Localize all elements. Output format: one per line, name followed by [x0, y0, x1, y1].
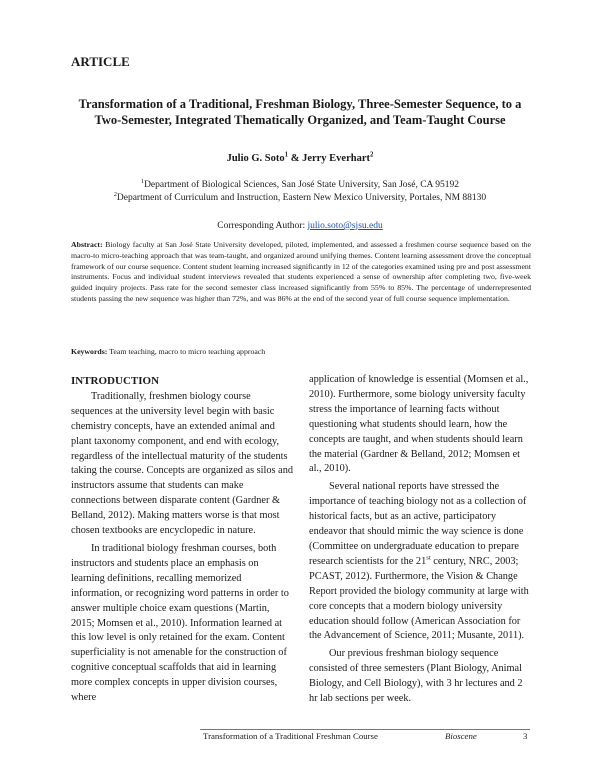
body-paragraph: application of knowledge is essential (Momsen et al., 2010). Furthermore, some biology university faculty stress the importance of learning facts without questioning what students should learn, how the concepts are taught, and when students should learn the material (Gardner & Belland, 2012; Momsen et al., 2010). — [309, 374, 529, 475]
author-affil-mark: 2 — [370, 151, 374, 159]
paragraph-text: century, NRC, 2003; PCAST, 2012). Furthermore, the Vision & Change Report provided the biology community at large with core concepts that a modern biology university education should follow (American Association for the Advancement of Science, 2011; Musante, 2011). — [309, 555, 529, 642]
body-paragraph — [309, 480, 531, 644]
affiliation-text: Department of Curriculum and Instruction, Eastern New Mexico University, Portales, NM 88130 — [116, 193, 487, 203]
keywords-label: Keywords: — [71, 347, 108, 356]
abstract-text: Biology faculty at San José State University developed, piloted, implemented, and assessed a freshmen course sequence based on the macro-to micro-teaching approach that was team-taught, and organized around unifying themes. Content learning assessment drove the conceptual framework of our course sequence. Content student learning increased significantly in 12 of the categories examined using pre and post assessment instruments. Focus and individual student interviews revealed that students experienced a sense of ownership after completing two, five-week guided inquiry projects. Pass rate for the second semester class increased significantly from 55% to 85%. The percentage of underrepresented students passing the new sequence was higher than 72%, and was 86% at the end of the second year of full course sequence implementation. — [71, 240, 531, 303]
article-type-label: ARTICLE — [71, 54, 130, 69]
page-number: 3 — [523, 731, 528, 741]
footer-divider — [200, 729, 530, 730]
affiliation-1 — [0, 180, 600, 190]
left-column — [71, 374, 293, 706]
section-heading: INTRODUCTION — [71, 375, 160, 387]
superscript-text: st — [426, 554, 431, 562]
affiliation-2 — [0, 193, 600, 203]
right-column — [309, 373, 531, 707]
abstract-label: Abstract: — [71, 240, 103, 249]
author-name: Julio G. Soto — [226, 153, 285, 164]
affiliation-mark: 2 — [113, 191, 117, 198]
body-paragraph: In traditional biology freshman courses, both instructors and students place an emphasis on learning definitions, recalling memorized information, or recognizing word patterns in order to answer multiple choice exam questions (Martin, 2015; Momsen et al., 2010). Information learned at this low level is only retained for the exam. Content superficiality is not amenable for the construction of cognitive conceptual scaffolds that aid in learning more complex concepts in upper division courses, where — [71, 542, 289, 704]
keywords — [71, 347, 531, 356]
running-title: Transformation of a Traditional Freshman Course — [203, 731, 378, 741]
author-line — [0, 153, 600, 164]
corresponding-author — [0, 221, 600, 231]
keywords-text: Team teaching, macro to micro teaching approach — [107, 347, 266, 356]
affiliation-text: Department of Biological Sciences, San José State University, San José, CA 95192 — [144, 180, 460, 190]
author-email-link[interactable]: julio.soto@sjsu.edu — [307, 221, 383, 231]
corresponding-label: Corresponding Author: — [217, 221, 308, 231]
author-affil-mark: 1 — [284, 151, 289, 159]
body-paragraph: Our previous freshman biology sequence consisted of three semesters (Plant Biology, Animal Biology, and Cell Biology), with 3 hr lectures and 2 hr lab sections per week. — [309, 648, 523, 705]
page-footer — [0, 731, 600, 745]
affiliation-mark: 1 — [140, 178, 145, 185]
author-name: Jerry Everhart — [302, 153, 370, 164]
paragraph-text: Several national reports have stressed the importance of teaching biology not as a collection of historical facts, but as an active, participatory endeavor that should mimic the way science is done (Committee on undergraduate education to prepare research scientists for the 21 — [309, 481, 527, 567]
abstract — [71, 240, 531, 305]
journal-name: Bioscene — [445, 731, 477, 741]
author-separator: & — [288, 153, 303, 164]
body-paragraph: Traditionally, freshmen biology course sequences at the university level begin with basic chemistry concepts, have an extended animal and plant taxonomy component, and end with ecology, regardless of the intellectual maturity of the students taking the course. Concepts are organized as silos and instructors assume that students can make connections between disparate content (Gardner & Belland, 2012). Making matters worse is that most chosen textbooks are encyclopedic in nature. — [71, 390, 293, 537]
paper-title: Transformation of a Traditional, Freshman Biology, Three-Semester Sequence, to a Two-Semester, Integrated Thematically Organized, and Team-Taught Course — [78, 97, 522, 127]
